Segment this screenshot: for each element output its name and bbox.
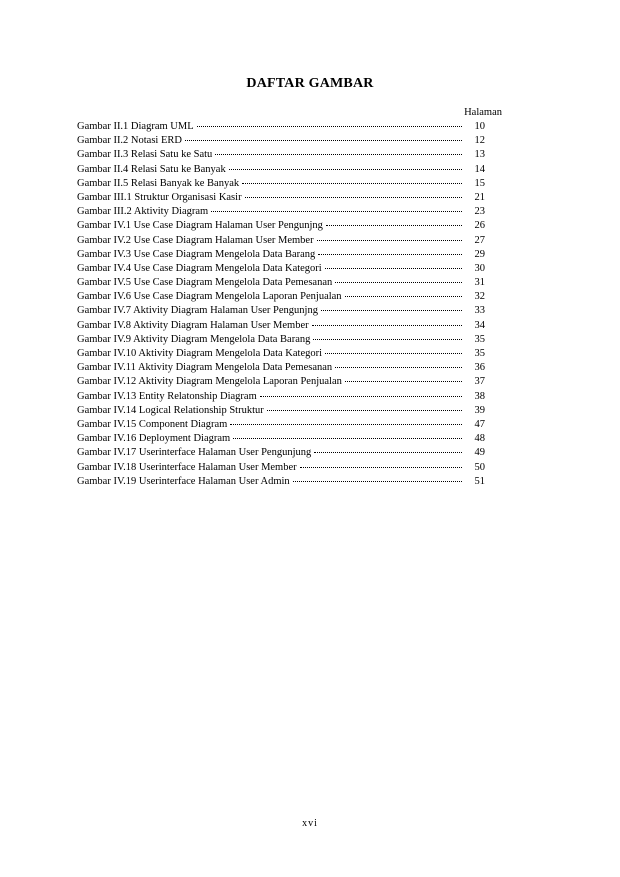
dot-leader	[300, 467, 462, 468]
dot-leader	[230, 424, 462, 425]
figure-page-number: 10	[474, 121, 485, 132]
dot-leader	[317, 240, 462, 241]
figure-label: Gambar IV.1 Use Case Diagram Halaman User Pengunjng	[77, 220, 323, 232]
figure-label: Gambar II.5 Relasi Banyak ke Banyak	[77, 177, 240, 189]
figure-label: Gambar III.2 Aktivity Diagram	[77, 206, 209, 218]
figure-label: Gambar IV.18 Userinterface Halaman User Member	[77, 461, 297, 473]
figure-list-item	[77, 390, 485, 404]
dot-leader	[321, 310, 462, 311]
figure-page-number: 35	[474, 348, 485, 359]
dot-leader	[229, 169, 462, 170]
figure-page-number: 36	[474, 362, 485, 374]
figure-page-number: 35	[474, 333, 485, 345]
figure-list-item	[77, 276, 485, 290]
figure-label: Gambar III.1 Struktur Organisasi Kasir	[77, 191, 242, 203]
dot-leader	[313, 339, 462, 340]
figure-list-item	[77, 134, 485, 148]
footer-page-number: xvi	[302, 818, 318, 829]
figure-list-item	[77, 333, 485, 347]
page-title: DAFTAR GAMBAR	[246, 76, 374, 91]
figure-list-item	[77, 205, 485, 219]
dot-leader	[312, 325, 462, 326]
figure-list-item	[77, 234, 485, 248]
dot-leader	[260, 396, 462, 397]
figure-label: Gambar IV.6 Use Case Diagram Mengelola Laporan Penjualan	[77, 291, 342, 303]
dot-leader	[318, 254, 462, 255]
figure-list-item	[77, 446, 485, 460]
figure-page-number: 37	[474, 376, 485, 388]
figure-label: Gambar IV.14 Logical Relationship Struktur	[77, 404, 264, 416]
dot-leader	[325, 268, 462, 269]
figure-page-number: 14	[474, 163, 485, 175]
figure-page-number: 27	[474, 234, 485, 246]
figure-label: Gambar IV.12 Aktivity Diagram Mengelola Laporan Penjualan	[77, 376, 342, 388]
dot-leader	[197, 126, 462, 127]
figure-page-number: 33	[474, 305, 485, 317]
dot-leader	[345, 296, 462, 297]
dot-leader	[233, 438, 462, 439]
figure-list-item	[77, 163, 485, 177]
figure-label: Gambar IV.19 Userinterface Halaman User Admin	[77, 475, 290, 487]
dot-leader	[325, 353, 462, 354]
figure-list-item	[77, 304, 485, 318]
figure-list-item	[77, 418, 485, 432]
figure-page-number: 13	[474, 149, 485, 161]
page-column-header: Halaman	[464, 107, 502, 118]
figure-page-number: 50	[474, 461, 485, 473]
figure-label: Gambar IV.3 Use Case Diagram Mengelola Data Barang	[77, 248, 316, 260]
figure-list-item	[77, 219, 485, 233]
figure-list-item	[77, 319, 485, 333]
dot-leader	[345, 381, 462, 382]
figure-label: Gambar IV.4 Use Case Diagram Mengelola Data Kategori	[77, 262, 322, 274]
figure-label: Gambar IV.10 Aktivity Diagram Mengelola Data Kategori	[77, 348, 323, 359]
figure-page-number: 29	[474, 248, 485, 260]
figure-label: Gambar IV.5 Use Case Diagram Mengelola Data Pemesanan	[77, 277, 333, 289]
figure-list-item	[77, 262, 485, 276]
figure-page-number: 30	[474, 262, 485, 274]
figure-label: Gambar IV.2 Use Case Diagram Halaman User Member	[77, 234, 314, 246]
figure-list-item	[77, 461, 485, 475]
figure-list-item	[77, 120, 485, 134]
figure-list-item	[77, 290, 485, 304]
figure-list-item	[77, 404, 485, 418]
figure-label: Gambar IV.11 Aktivity Diagram Mengelola Data Pemesanan	[77, 362, 333, 374]
figure-label: Gambar II.2 Notasi ERD	[77, 135, 182, 147]
figure-list-item	[77, 177, 485, 191]
figure-page-number: 15	[474, 177, 485, 189]
dot-leader	[335, 282, 462, 283]
figure-page-number: 26	[474, 220, 485, 232]
dot-leader	[245, 197, 462, 198]
dot-leader	[335, 367, 462, 368]
figure-page-number: 51	[474, 475, 485, 487]
dot-leader	[267, 410, 462, 411]
figure-label: Gambar IV.13 Entity Relatonship Diagram	[77, 390, 257, 402]
figure-label: Gambar IV.16 Deployment Diagram	[77, 433, 231, 445]
figure-list	[77, 120, 485, 489]
dot-leader	[211, 211, 462, 212]
figure-page-number: 34	[474, 319, 485, 331]
figure-list-item	[77, 347, 485, 361]
figure-list-item	[77, 375, 485, 389]
dot-leader	[326, 225, 462, 226]
figure-page-number: 48	[474, 433, 485, 445]
figure-page-number: 21	[474, 191, 485, 203]
figure-list-item	[77, 148, 485, 162]
dot-leader	[314, 452, 462, 453]
figure-list-item	[77, 191, 485, 205]
figure-label: Gambar IV.15 Component Diagram	[77, 418, 228, 430]
figure-label: Gambar II.3 Relasi Satu ke Satu	[77, 149, 213, 161]
figure-page-number: 32	[474, 291, 485, 303]
figure-label: Gambar IV.8 Aktivity Diagram Halaman User Member	[77, 319, 309, 331]
dot-leader	[293, 481, 462, 482]
figure-label: Gambar II.4 Relasi Satu ke Banyak	[77, 163, 226, 175]
dot-leader	[185, 140, 462, 141]
figure-list-item	[77, 475, 485, 489]
figure-list-item	[77, 432, 485, 446]
dot-leader	[242, 183, 462, 184]
figure-list-item	[77, 248, 485, 262]
figure-page-number: 49	[474, 447, 485, 459]
dot-leader	[215, 154, 462, 155]
figure-page-number: 39	[474, 404, 485, 416]
figure-label: Gambar IV.9 Aktivity Diagram Mengelola Data Barang	[77, 333, 311, 345]
figure-page-number: 31	[474, 277, 485, 289]
figure-label: Gambar IV.17 Userinterface Halaman User Pengunjung	[77, 447, 312, 459]
figure-label: Gambar IV.7 Aktivity Diagram Halaman User Pengunjng	[77, 305, 318, 317]
figure-page-number: 23	[474, 206, 485, 218]
figure-page-number: 47	[474, 418, 485, 430]
figure-page-number: 12	[474, 135, 485, 147]
figure-page-number: 38	[474, 390, 485, 402]
figure-list-item	[77, 361, 485, 375]
figure-label: Gambar II.1 Diagram UML	[77, 121, 194, 132]
